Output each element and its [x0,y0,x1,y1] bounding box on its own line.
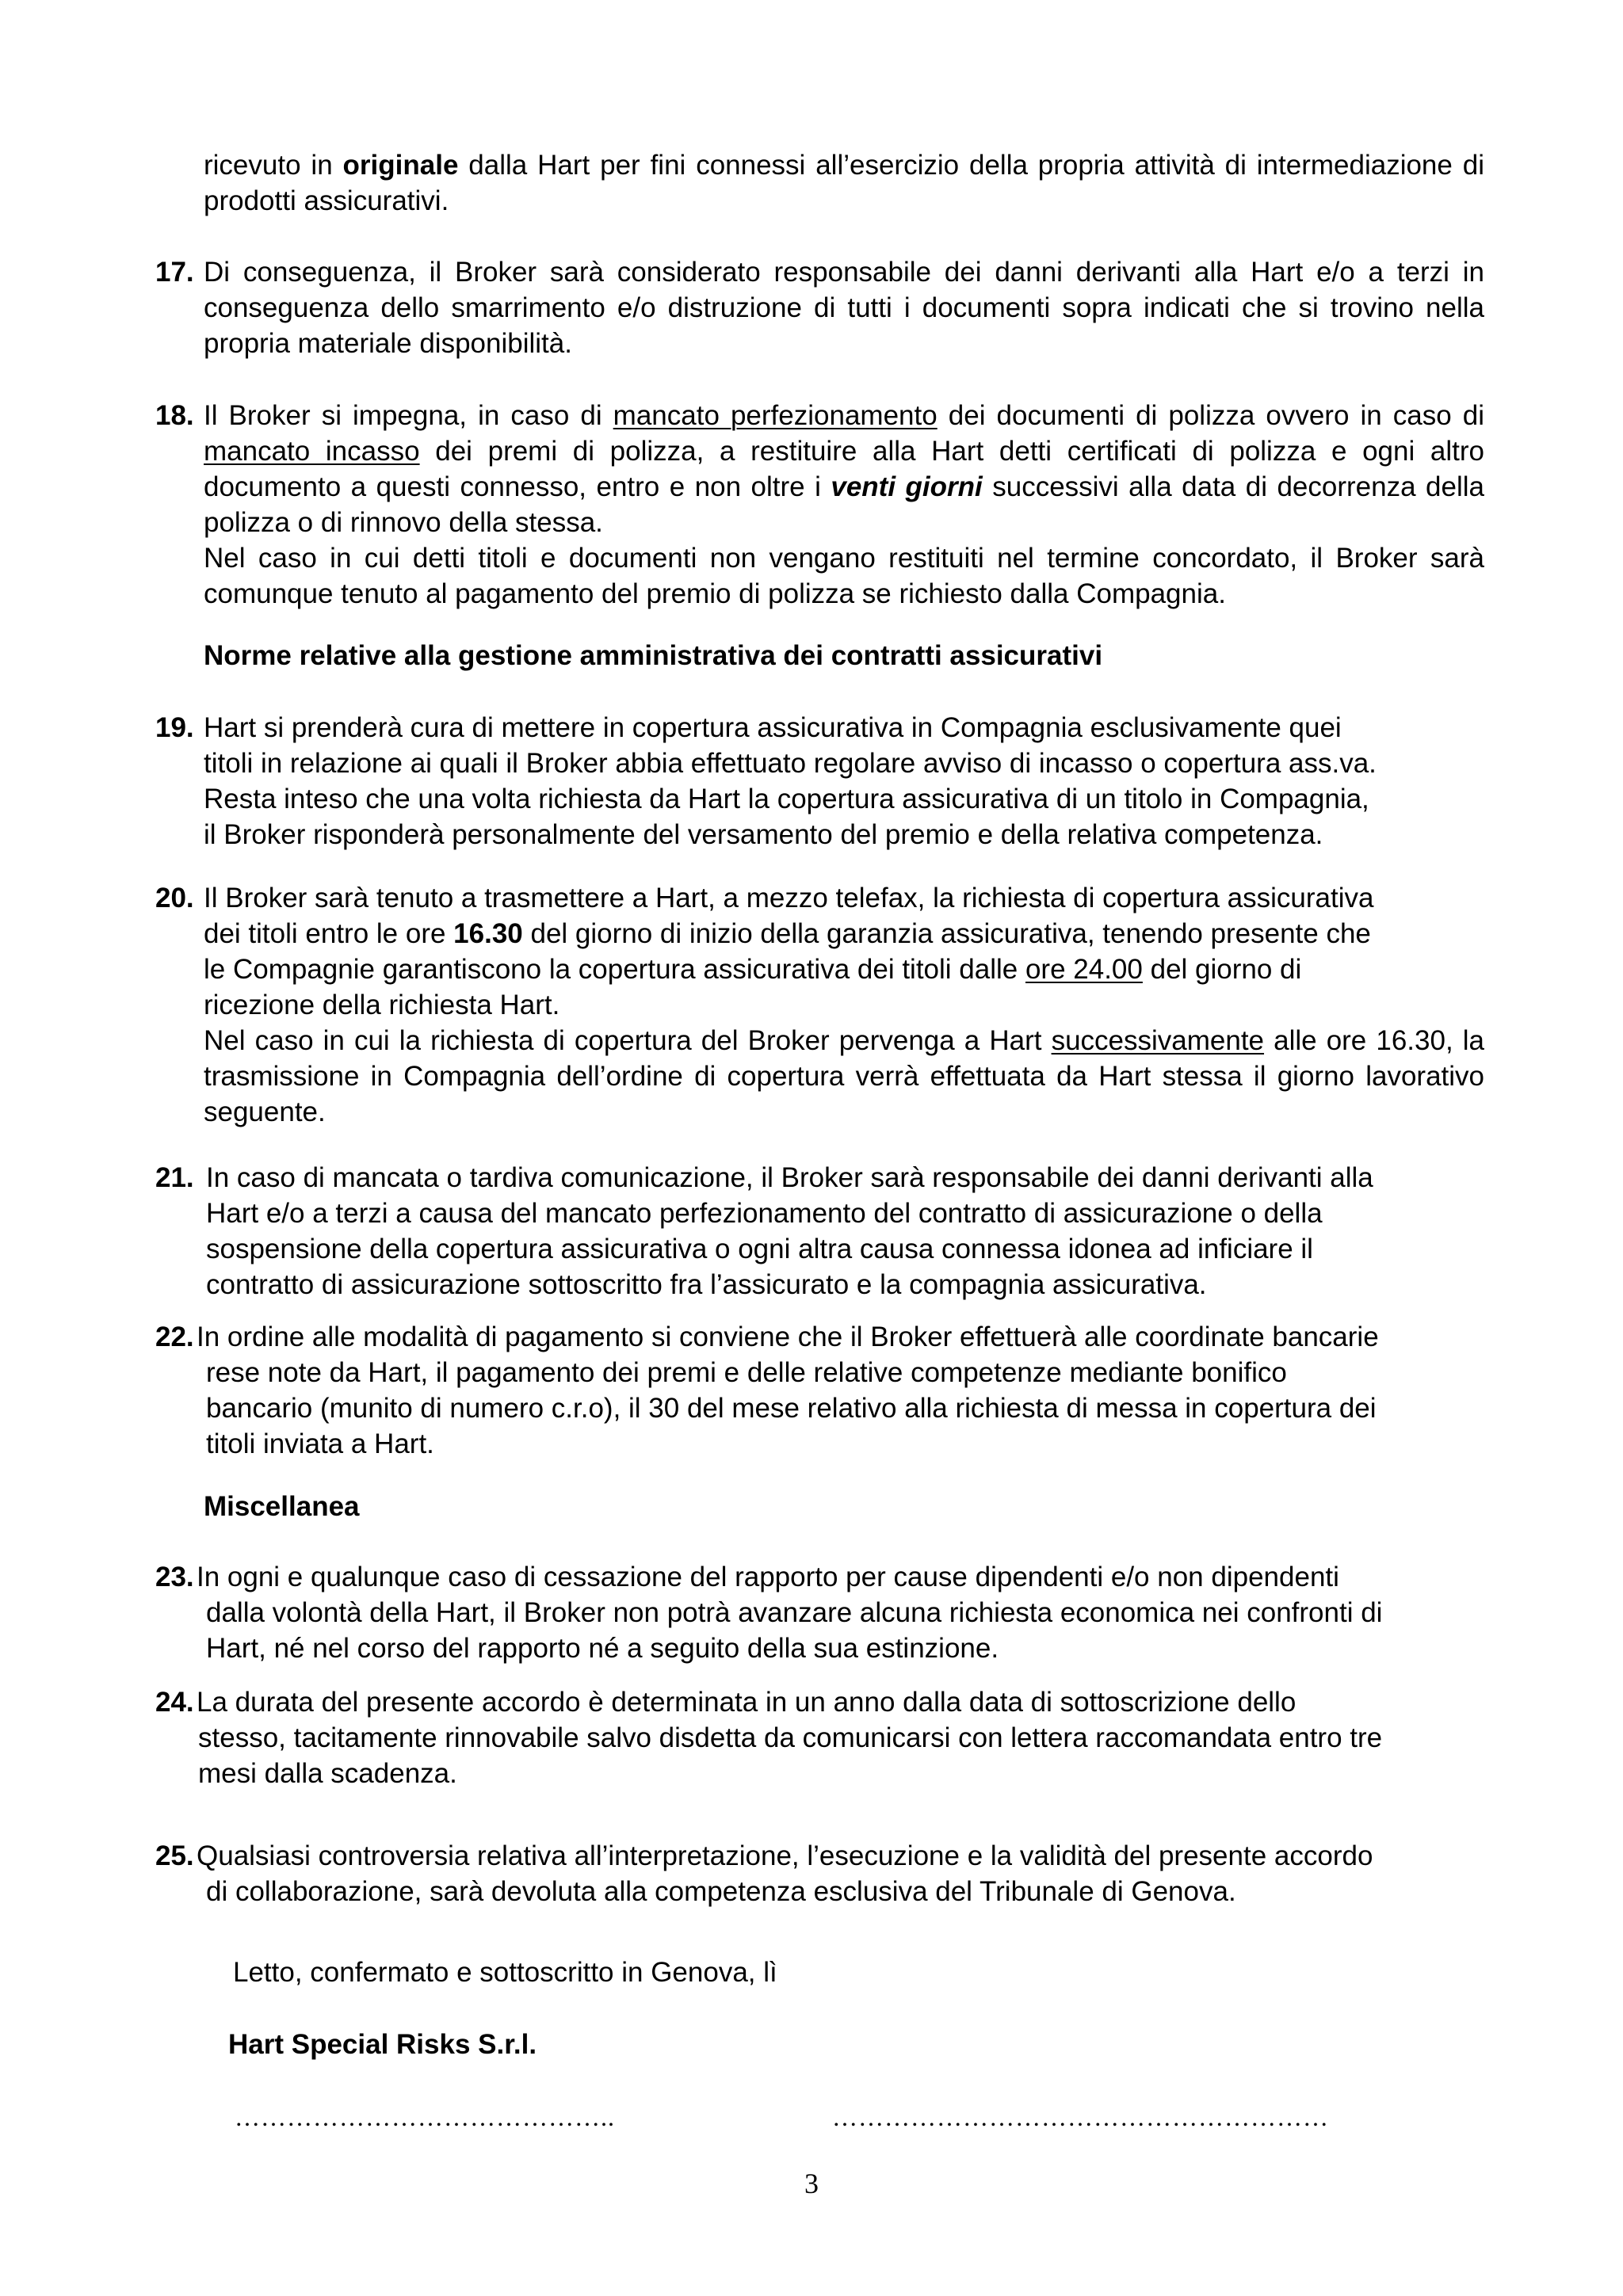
clause-number-23: 23. [155,1562,194,1592]
clause-number-20: 20. [155,883,194,913]
clause-21-text: In caso di mancata o tardiva comunicazione, il Broker sarà responsabile dei danni derivanti alla Hart e/o a terzi a causa del mancato perfezionamento del contratto di assicurazione o della sospensione della copertura assicurativa o ogni altra causa connessa idonea ad inficiare il contratto di assicurazione sottoscritto fra l’assicurato e la compagnia assicurativa. [206,1162,1373,1300]
clause-number-22: 22. [155,1322,194,1352]
clause-number-18: 18. [155,400,194,431]
clause-20-text: Il Broker sarà tenuto a trasmettere a Hart, a mezzo telefax, la richiesta di copertura assicurativa dei titoli entro le ore 16.30 del giorno di inizio della garanzia assicurativa, tenendo presente che le Compagnie garantiscono la copertura assicurativa dei titoli dalle ore 24.00 del giorno di ricezione della richiesta Hart. [204,883,1374,1020]
clause-number-21: 21. [155,1162,194,1193]
clause-23-first-line: In ogni e qualunque caso di cessazione del rapporto per cause dipendenti e/o non dipendenti [197,1562,1339,1592]
section-heading-administrative: Norme relative alla gestione amministrativa dei contratti assicurativi [204,640,1103,671]
clause-18-text: Il Broker si impegna, in caso di mancato perfezionamento dei documenti di polizza ovvero in caso di mancato incasso dei premi di polizza, a restituire alla Hart detti certificati di polizza e ogni altro documento a questi connesso, entro e non oltre i venti giorni successivi alla data di decorrenza della polizza o di rinnovo della stessa. Nel caso in cui detti titoli e documenti non vengano restituiti nel termine concordato, il Broker sarà comunque tenuto al pagamento del premio di polizza se richiesto dalla Compagnia. [204,400,1485,609]
clause-number-17: 17. [155,257,194,288]
signature-line-left: …………………………………….. [235,2103,615,2131]
clause-17-text: Di conseguenza, il Broker sarà considerato responsabile dei danni derivanti alla Hart e/o a terzi in conseguenza dello smarrimento e/o distruzione di tutti i documenti sopra indicati che si trovino nella propria materiale disponibilità. [204,257,1484,359]
clause-number-24: 24. [155,1687,194,1718]
clause-23-text: dalla volontà della Hart, il Broker non potrà avanzare alcuna richiesta economica nei confronti di Hart, né nel corso del rapporto né a seguito della sua estinzione. [206,1597,1383,1664]
page-number: 3 [804,2168,819,2199]
clause-24-first-line: La durata del presente accordo è determinata in un anno dalla data di sottoscrizione dello [197,1687,1296,1718]
clause-25-text: di collaborazione, sarà devoluta alla competenza esclusiva del Tribunale di Genova. [206,1876,1236,1907]
company-name: Hart Special Risks S.r.l. [228,2029,537,2060]
clause-22-text: rese note da Hart, il pagamento dei premi e delle relative competenze mediante bonifico bancario (munito di numero c.r.o), il 30 del mese relativo alla richiesta di messa in copertura dei titoli inviata a Hart. [206,1357,1377,1459]
clause-24-text: stesso, tacitamente rinnovabile salvo disdetta da comunicarsi con lettera raccomandata entro tre mesi dalla scadenza. [198,1722,1383,1789]
paragraph-16-continuation: ricevuto in originale dalla Hart per fini connessi all’esercizio della propria attività di intermediazione di prodotti assicurativi. [204,150,1484,216]
clause-19-text: Hart si prenderà cura di mettere in copertura assicurativa in Compagnia esclusivamente quei titoli in relazione ai quali il Broker abbia effettuato regolare avviso di incasso o copertura ass.va. Resta inteso che una volta richiesta da Hart la copertura assicurativa di un titolo in Compagnia, il Broker risponderà personalmente del versamento del premio e della relativa competenza. [204,712,1377,850]
clause-25-first-line: Qualsiasi controversia relativa all’interpretazione, l’esecuzione e la validità del presente accordo [197,1840,1373,1871]
closing-statement: Letto, confermato e sottoscritto in Genova, lì [233,1957,777,1988]
clause-20-second-paragraph: Nel caso in cui la richiesta di copertura del Broker pervenga a Hart successivamente alle ore 16.30, la trasmissione in Compagnia dell’ordine di copertura verrà effettuata da Hart stessa il giorno lavorativo seguente. [204,1025,1485,1127]
clause-number-25: 25. [155,1840,194,1871]
signature-line-right: ………………………………………………… [832,2103,1329,2131]
clause-18-second-paragraph: Nel caso in cui detti titoli e documenti non vengano restituiti nel termine concordato, il Broker sarà comunque tenuto al pagamento del premio di polizza se richiesto dalla Compagnia. [204,543,1484,609]
clause-22-first-line: In ordine alle modalità di pagamento si conviene che il Broker effettuerà alle coordinate bancarie [197,1322,1379,1352]
section-heading-miscellanea: Miscellanea [204,1491,360,1522]
clause-number-19: 19. [155,712,194,743]
